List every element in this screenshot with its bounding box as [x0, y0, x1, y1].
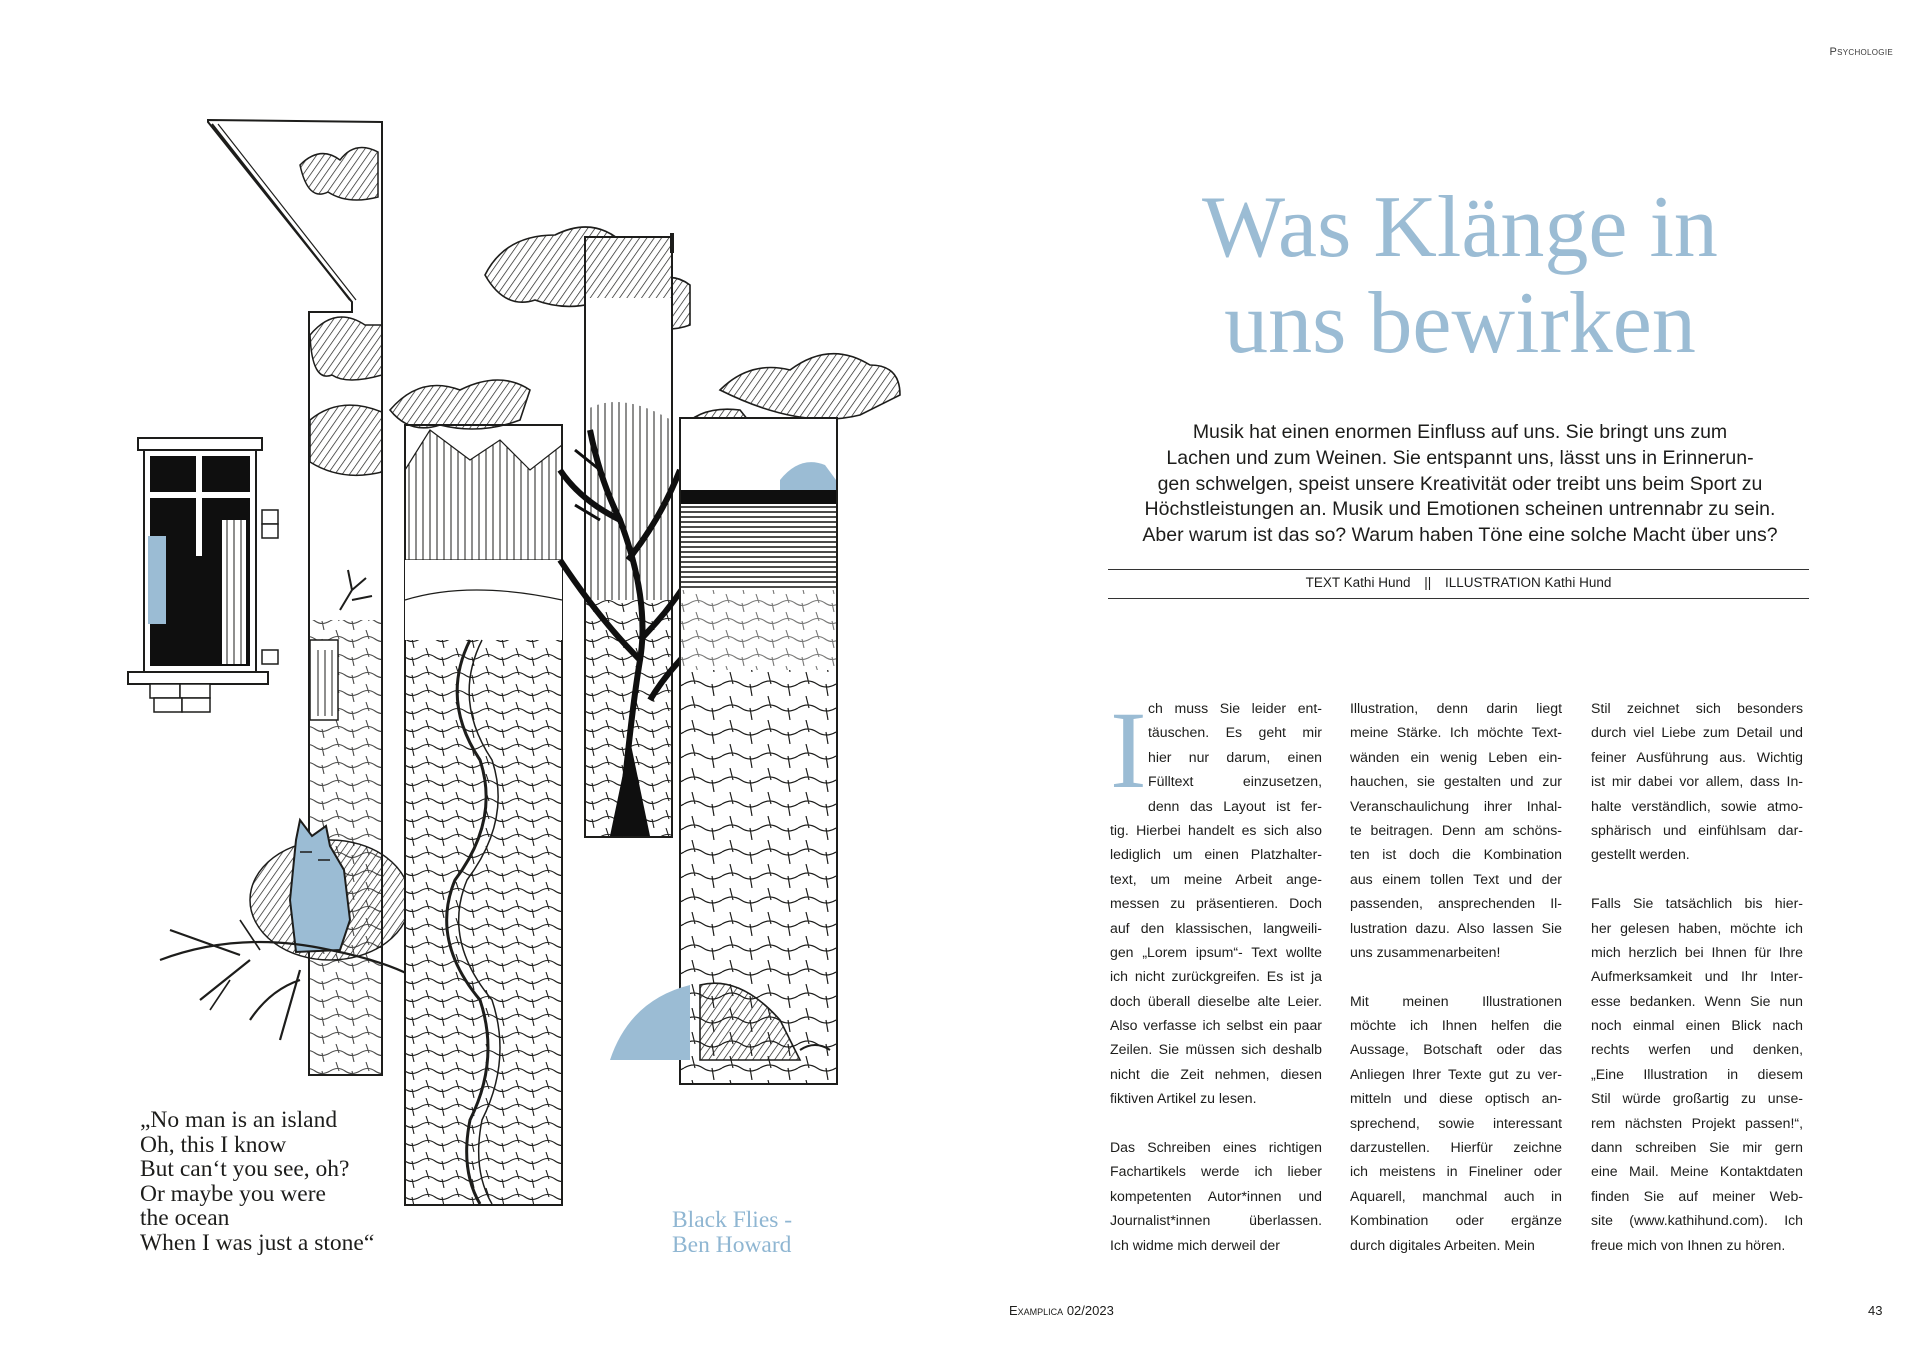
body-text-line: doch überall dieselbe alte Leier.: [1110, 992, 1322, 1009]
body-text-line: Falls Sie tatsächlich bis hier-: [1591, 895, 1803, 912]
body-text-line: Stil zeichnet sich besonders: [1591, 700, 1803, 716]
body-text-line: passenden, ansprechenden Il-: [1350, 895, 1562, 912]
body-text-line: ch muss Sie leider ent-: [1148, 700, 1322, 716]
byline-rule-bottom: [1108, 598, 1809, 599]
song-quote: [140, 1108, 374, 1256]
body-text-line: tig. Hierbei handelt es sich also: [1110, 821, 1322, 838]
body-text-line: Aquarell, manchmal auch in: [1350, 1187, 1562, 1204]
body-text-line: Ich widme mich derweil der: [1110, 1236, 1280, 1253]
body-text-line: dann schreiben Sie mir gern: [1591, 1139, 1803, 1156]
body-text-line: sphärisch und einfühlsam dar-: [1591, 821, 1803, 838]
byline-text-author: Kathi Hund: [1343, 575, 1411, 590]
body-text-line: messen zu präsentieren. Doch: [1110, 895, 1322, 912]
title-line: uns bewirken: [1224, 275, 1696, 372]
title-line: Was Klänge in: [1202, 179, 1718, 276]
article-title: [1110, 180, 1810, 372]
body-text-line: Veranschaulichung ihrer Inhal-: [1350, 797, 1562, 814]
body-text-line: noch einmal einen Blick nach: [1591, 1017, 1803, 1034]
body-text-line: Aufmerksamkeit und Ihr Inter-: [1591, 968, 1803, 985]
page-number: 43: [1868, 1303, 1883, 1318]
body-text-line: halte verständlich, sowie atmo-: [1591, 797, 1803, 814]
body-text-line: text, um meine Arbeit ange-: [1110, 870, 1322, 887]
body-text-line: hier nur darum, einen: [1148, 748, 1322, 765]
body-text-line: fiktiven Artikel zu lesen.: [1110, 1090, 1257, 1107]
body-text-line: ich meistens in Fineliner oder: [1350, 1163, 1562, 1180]
body-text-line: kompetenten Autor*innen und: [1110, 1187, 1322, 1204]
body-text-line: nicht die Zeit nehmen, diesen: [1110, 1065, 1322, 1082]
article-column-1: [1110, 689, 1322, 1257]
body-text-line: freue mich von Ihnen zu hören.: [1591, 1236, 1786, 1253]
body-text-line: täuschen. Es geht mir: [1148, 724, 1322, 741]
paragraph-gap: [1591, 867, 1803, 891]
byline-text-label: TEXT: [1305, 575, 1340, 590]
body-text-line: Fülltext einzusetzen,: [1148, 773, 1322, 790]
body-text-line: Anliegen Ihrer Texte gut zu ver-: [1350, 1065, 1562, 1082]
body-text-line: meine Stärke. Ich möchte Text-: [1350, 724, 1562, 741]
body-text-line: möchte ich Ihnen helfen die: [1350, 1017, 1562, 1034]
body-text-line: sprechend, sowie interessant: [1350, 1114, 1562, 1131]
byline-rule-top: [1108, 569, 1809, 570]
body-text-line: ich nicht zurückgreifen. Es ist ja: [1110, 968, 1322, 985]
lead-line: Höchstleistungen an. Musik und Emotionen scheinen untrennabr zu sein.: [1144, 498, 1776, 521]
body-text-line: Aussage, Botschaft oder das: [1350, 1041, 1562, 1058]
body-text-line: her gelesen haben, möchte ich: [1591, 919, 1803, 936]
body-text-line: esse bedanken. Wenn Sie nun: [1591, 992, 1803, 1009]
article-column-3: [1591, 696, 1803, 1257]
drop-cap: I: [1110, 689, 1147, 811]
body-text-line: rem nächsten Projekt passen!“,: [1591, 1114, 1803, 1131]
credit-line: Black Flies -: [672, 1207, 793, 1233]
body-text-line: mich herzlich bei Ihnen für Ihre: [1591, 943, 1803, 960]
lead-line: Musik hat einen enormen Einfluss auf uns. Sie bringt uns zum: [1192, 421, 1728, 443]
credit-line: Ben Howard: [672, 1231, 792, 1258]
paragraph-gap: [1110, 1111, 1322, 1135]
byline-illustration-label: ILLUSTRATION: [1445, 575, 1541, 590]
body-text-line: te beitragen. Denn am schöns-: [1350, 821, 1562, 838]
paragraph-gap: [1350, 964, 1562, 988]
quote-line: But can‘t you see, oh?: [140, 1156, 350, 1183]
quote-line: „No man is an island: [140, 1107, 338, 1133]
body-text-line: finden Sie auf meiner Web-: [1591, 1187, 1803, 1204]
byline-separator: ||: [1424, 575, 1432, 590]
body-text-line: Das Schreiben eines richtigen: [1110, 1139, 1322, 1156]
body-text-line: denn das Layout ist fer-: [1148, 797, 1322, 814]
body-text-line: eine Mail. Meine Kontaktdaten: [1591, 1163, 1803, 1180]
body-text-line: durch viel Liebe zum Detail und: [1591, 724, 1803, 741]
quote-line: Or maybe you were: [140, 1180, 326, 1207]
lead-line: gen schwelgen, speist unsere Kreativität oder treibt uns beim Sport zu: [1157, 472, 1763, 495]
byline: [1108, 575, 1809, 590]
window-drawing: [128, 438, 278, 712]
strip-two: [405, 425, 562, 1205]
body-text-line: Kombination oder ergänze: [1350, 1212, 1562, 1229]
body-text-line: Fachartikels werde ich lieber: [1110, 1163, 1322, 1180]
issue-number: 02/2023: [1066, 1303, 1114, 1318]
body-text-line: Illustration, denn darin liegt: [1350, 700, 1562, 716]
body-text-line: ten ist doch die Kombination: [1350, 846, 1562, 863]
body-text-line: aus einem tollen Text und der: [1350, 870, 1562, 887]
article-column-2: [1350, 696, 1562, 1257]
lead-line: Aber warum ist das so? Warum haben Töne eine solche Macht über uns?: [1142, 524, 1778, 547]
body-text-line: lediglich um einen Platzhalter-: [1110, 846, 1322, 863]
body-text-line: darzustellen. Hierfür zeichne: [1350, 1139, 1562, 1156]
section-label: Psychologie: [1829, 46, 1893, 58]
magazine-name: Examplica: [1009, 1303, 1064, 1318]
body-text-line: Journalist*innen überlassen.: [1110, 1212, 1322, 1229]
article-lead: [1110, 420, 1810, 549]
body-text-line: „Eine Illustration in diesem: [1591, 1065, 1803, 1082]
quote-line: the ocean: [140, 1205, 230, 1232]
body-text-line: Mit meinen Illustrationen: [1350, 992, 1562, 1009]
body-text-line: auf den klassischen, langweili-: [1110, 919, 1322, 936]
lead-line: Lachen und zum Weinen. Sie entspannt uns, lässt uns in Erinnerun-: [1166, 446, 1754, 469]
body-text-line: durch digitales Arbeiten. Mein: [1350, 1236, 1535, 1253]
body-text-line: gen „Lorem ipsum“- Text wollte: [1110, 943, 1322, 960]
body-text-line: Also verfasse ich selbst ein paar: [1110, 1017, 1322, 1034]
body-text-line: feiner Ausführung aus. Wichtig: [1591, 748, 1803, 765]
body-text-line: ist mir dabei vor allem, dass In-: [1591, 773, 1803, 790]
byline-illustration-author: Kathi Hund: [1544, 575, 1612, 590]
quote-line: When I was just a stone“: [140, 1229, 375, 1256]
body-text-line: hauchen, sie gestalten und zur: [1350, 773, 1562, 790]
footer-magazine: [1009, 1303, 1114, 1318]
body-text-line: mitteln und diese optisch an-: [1350, 1090, 1562, 1107]
body-text-line: uns zusammenarbeiten!: [1350, 943, 1501, 960]
body-text-line: gestellt werden.: [1591, 846, 1690, 863]
body-text-line: Zeilen. Sie müssen sich deshalb: [1110, 1041, 1322, 1058]
body-text-line: site (www.kathihund.com). Ich: [1591, 1212, 1803, 1229]
body-text-line: rechts werfen und denken,: [1591, 1041, 1803, 1058]
body-text-line: wänden ein wenig Leben ein-: [1350, 748, 1562, 765]
body-text-line: lustration dazu. Also lassen Sie: [1350, 919, 1562, 936]
quote-line: Oh, this I know: [140, 1131, 287, 1158]
body-text-line: Stil würde großartig zu unse-: [1591, 1090, 1803, 1107]
song-credit: [672, 1208, 792, 1257]
